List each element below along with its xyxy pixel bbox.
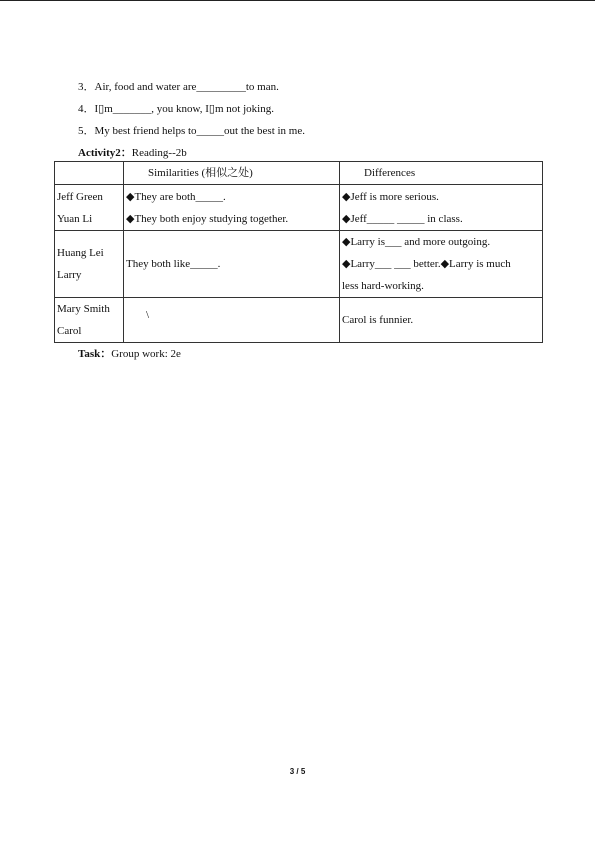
task-text: Group work: 2e xyxy=(111,348,181,360)
differences-cell xyxy=(340,185,543,231)
task-line xyxy=(78,347,181,361)
header-similarities-text: Similarities (相似之处) xyxy=(148,167,253,179)
person-name: Carol xyxy=(57,325,82,337)
person-name: Mary Smith xyxy=(57,303,110,315)
difference-text: ◆Jeff is more serious. xyxy=(342,190,439,203)
header-names-cell xyxy=(55,162,124,185)
difference-text: Carol is funnier. xyxy=(342,314,414,326)
person-name: Yuan Li xyxy=(57,212,93,225)
table-row xyxy=(55,298,543,343)
differences-cell xyxy=(340,298,543,343)
header-differences xyxy=(340,162,543,185)
exercise-4: 4．I▯m_______, you know, I▯m not joking. xyxy=(78,103,274,115)
table-row xyxy=(55,185,543,231)
exercise-3: 3．Air, food and water are_________to man. xyxy=(78,81,279,93)
difference-text: ◆Larry is___ and more outgoing. xyxy=(342,236,491,248)
difference-text: ◆Jeff_____ _____ in class. xyxy=(342,212,463,225)
person-name: Jeff Green xyxy=(57,190,103,203)
similarities-cell xyxy=(124,298,340,343)
header-rule xyxy=(0,0,595,1)
similarities-cell xyxy=(124,185,340,231)
activity2-subtitle: Reading--2b xyxy=(131,147,187,159)
person-name: Larry xyxy=(57,269,82,281)
activity2-heading xyxy=(78,146,187,160)
task-label: Task： xyxy=(78,348,112,360)
names-cell xyxy=(55,298,124,343)
similarity-text: ◆They both enjoy studying together. xyxy=(126,212,289,225)
header-differences-text: Differences xyxy=(364,167,416,179)
difference-text: less hard-working. xyxy=(342,280,424,292)
similarity-text: ◆They are both_____. xyxy=(126,190,226,203)
page-number: 3 / 5 xyxy=(289,767,306,776)
similarity-text: \ xyxy=(146,309,150,321)
exercise-5: 5．My best friend helps to_____out the best in me. xyxy=(78,125,305,137)
activity2-label: Activity2： xyxy=(78,147,132,159)
names-cell xyxy=(55,185,124,231)
similarities-cell xyxy=(124,231,340,298)
header-similarities xyxy=(124,162,340,185)
person-name: Huang Lei xyxy=(57,247,104,259)
comparison-table xyxy=(54,161,543,343)
names-cell xyxy=(55,231,124,298)
similarity-text: They both like_____. xyxy=(126,258,221,270)
difference-text: ◆Larry___ ___ better.◆Larry is much xyxy=(342,258,511,270)
table-row xyxy=(55,231,543,298)
differences-cell xyxy=(340,231,543,298)
table-header-row xyxy=(55,162,543,185)
